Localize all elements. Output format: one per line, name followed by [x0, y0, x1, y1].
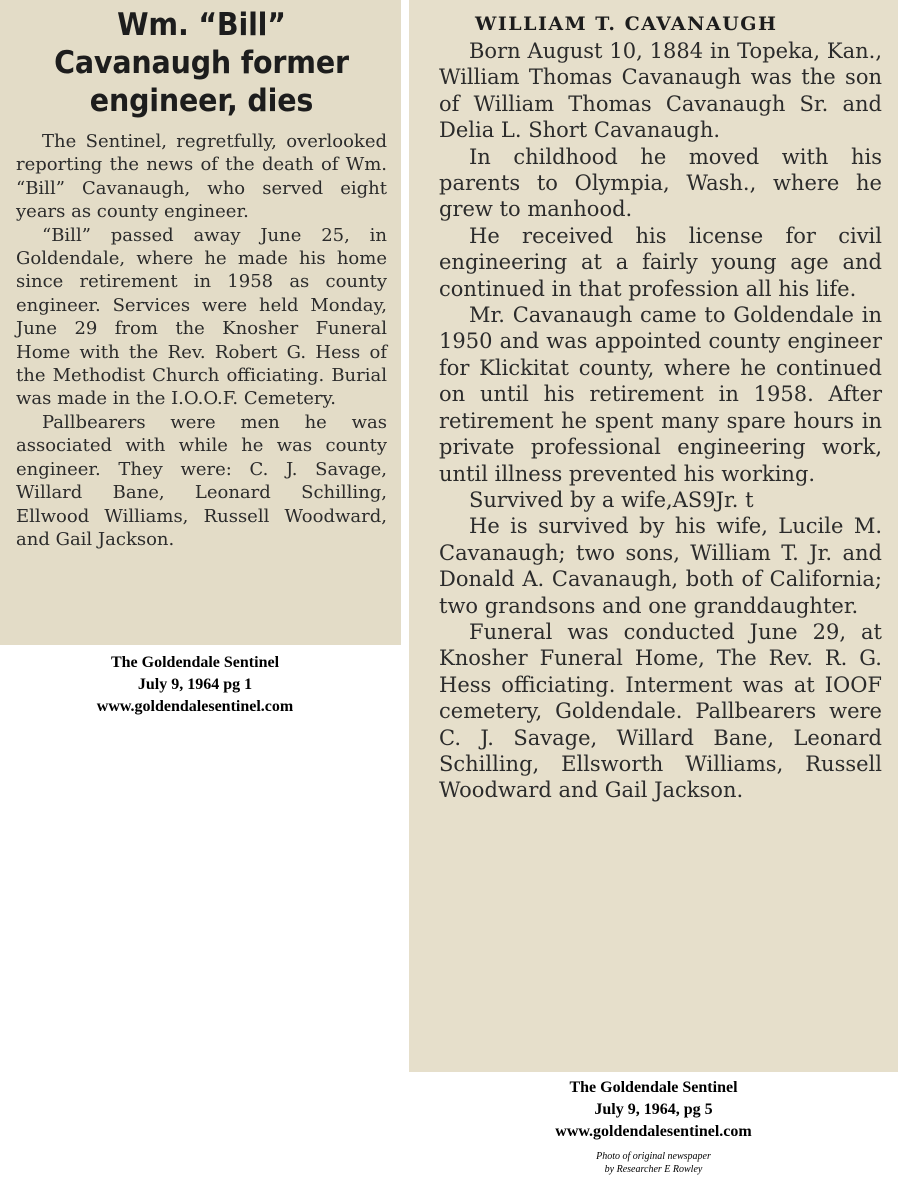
- article-body: [16, 130, 387, 551]
- article-paragraph: Survived by a wife,AS9Jr. t: [469, 487, 754, 512]
- source-caption-page-1: [0, 652, 390, 718]
- photo-credit: [409, 1150, 898, 1176]
- newspaper-clipping-page-1: [0, 0, 401, 645]
- obituary-heading: WILLIAM T. CAVANAUGH: [475, 13, 778, 35]
- headline: Wm. “Bill” Cavanaugh former engineer, dies: [54, 7, 349, 119]
- newspaper-clipping-page-5: [409, 0, 898, 1072]
- article-paragraph: He is survived by his wife, Lucile M. Cavanaugh; two sons, William T. Jr. and Donald A. Cavanaugh, both of California; two grandsons and one granddaughter.: [439, 514, 882, 618]
- article-paragraph: Pallbearers were men he was associated with while he was county engineer. They were: C. J. Savage, Willard Bane, Leonard Schilling, Ellwood Williams, Russell Woodward, and Gail Jackson.: [16, 411, 387, 550]
- caption-line: July 9, 1964, pg 5: [594, 1101, 713, 1118]
- article-paragraph: “Bill” passed away June 25, in Goldendale, where he made his home since retirement in 1958 as county engineer. Services were held Monday, June 29 from the Knosher Funeral Home with the Rev. Robert G. Hess of the Methodist Church officiating. Burial was made in the I.O.O.F. Cemetery.: [16, 224, 387, 410]
- article-paragraph: The Sentinel, regretfully, overlooked reporting the news of the death of Wm. “Bill” Cavanaugh, who served eight years as county engineer.: [16, 131, 387, 223]
- source-caption-page-5: [409, 1077, 898, 1143]
- caption-line: The Goldendale Sentinel: [110, 654, 280, 671]
- article-paragraph: Funeral was conducted June 29, at Knosher Funeral Home, The Rev. R. G. Hess officiating. Interment was at IOOF cemetery, Goldendale. Pallbearers were C. J. Savage, Willard Bane, Leonard Schilling, Ellsworth Williams, Russell Woodward and Gail Jackson.: [439, 619, 882, 803]
- credit-line: by Researcher E Rowley: [604, 1164, 703, 1175]
- article-body: [439, 38, 882, 804]
- caption-line: The Goldendale Sentinel: [569, 1079, 738, 1096]
- caption-line: July 9, 1964 pg 1: [137, 676, 253, 693]
- caption-line: www.goldendalesentinel.com: [555, 1123, 752, 1140]
- article-paragraph: Mr. Cavanaugh came to Goldendale in 1950 and was appointed county engineer for Klickitat county, where he continued on until his retirement in 1958. After retirement he spent many spare hours in private professional engineering work, until illness prevented his working.: [439, 303, 882, 486]
- caption-line: www.goldendalesentinel.com: [96, 698, 294, 715]
- article-paragraph: He received his license for civil engineering at a fairly young age and continued in that profession all his life.: [439, 223, 882, 301]
- article-paragraph: In childhood he moved with his parents to Olympia, Wash., where he grew to manhood.: [439, 144, 882, 222]
- credit-line: Photo of original newspaper: [596, 1151, 711, 1162]
- article-paragraph: Born August 10, 1884 in Topeka, Kan., William Thomas Cavanaugh was the son of William Thomas Cavanaugh Sr. and Delia L. Short Cavanaugh.: [439, 39, 882, 143]
